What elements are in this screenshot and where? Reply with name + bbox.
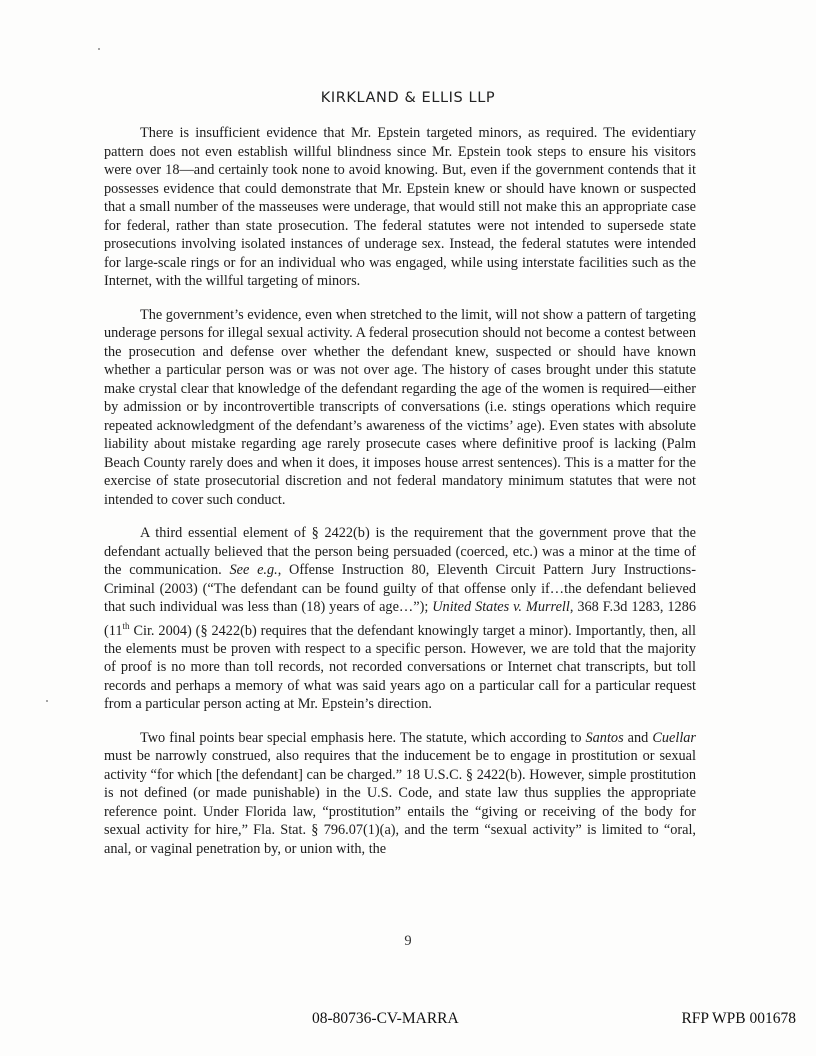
document-body xyxy=(104,124,696,873)
paragraph-4-text: Two final points bear special emphasis here. The statute, which according to xyxy=(140,729,586,746)
scan-speck xyxy=(46,700,48,702)
scan-speck xyxy=(98,48,100,50)
case-citation: United States v. Murrell xyxy=(432,599,570,615)
ordinal-suffix: th xyxy=(122,620,130,631)
paragraph-4-text: and xyxy=(623,729,653,746)
citation-signal: See e.g. xyxy=(229,562,278,578)
case-citation: Santos xyxy=(585,729,624,746)
firm-letterhead: KIRKLAND & ELLIS LLP xyxy=(320,90,496,106)
paragraph-2: The government’s evidence, even when stretched to the limit, will not show a pattern of targeting underage persons for illegal sexual activity. A federal prosecution should not become a contest between the prosecution and defense over whether the defendant knew, suspected or should have known whether a particular person was or was not over age. The history of cases brought under this statute make crystal clear that knowledge of the defendant regarding the age of the women is required—either by admission or by incontrovertible transcripts of conversations (i.e. stings operations which require repeated acknowledgment of the defendant’s awareness of the victims’ age). Even states with absolute liability about mistake regarding age rarely prosecute cases where definitive proof is lacking (Palm Beach County rarely does and when it does, it imposes house arrest sentences). This is a matter for the exercise of state prosecutorial discretion and not federal mandatory minimum statutes that were not intended to cover such conduct. xyxy=(104,306,696,508)
paragraph-4-text: must be narrowly construed, also requires that the inducement be to engage in prostitution or sexual activity “for which [the defendant] can be charged.” 18 U.S.C. § 2422(b). However, simple prostitution is not defined (or made punishable) in the U.S. Code, and state law thus supplies the appropriate reference point. Under Florida law, “prostitution” entails the “giving or receiving of the body for sexual activity for hire,” Fla. Stat. § 796.07(1)(a), and the term “sexual activity” is limited to “oral, anal, or vaginal penetration by, or union with, the xyxy=(104,748,696,857)
paragraph-3-text: A third essential element of § 2422(b) is the requirement that the government prove that the defendant actually believed that the person being persuaded (coerced, etc.) was a minor at the time of the communication. xyxy=(104,525,696,578)
paragraph-3 xyxy=(104,524,696,714)
page-number: 9 xyxy=(404,933,412,949)
paragraph-1: There is insufficient evidence that Mr. Epstein targeted minors, as required. The evidentiary pattern does not even establish willful blindness since Mr. Epstein took steps to ensure his visitors were over 18—and certainly took none to avoid knowing. But, even if the government contends that it possesses evidence that could demonstrate that Mr. Epstein knew or should have known or suspected that a small number of the masseuses were underage, that would still not make this an appropriate case for federal, rather than state prosecution. The federal statutes were not intended to supersede state prosecutions involving isolated instances of underage sex. Instead, the federal statutes were intended for large-scale rings or for an individual who was engaged, while using interstate facilities such as the Internet, with the willful targeting of minors. xyxy=(104,125,696,289)
paragraph-3-text: , 368 F.3d 1283, 1286 (11 xyxy=(104,599,696,639)
paragraph-4 xyxy=(104,729,696,859)
case-number: 08-80736-CV-MARRA xyxy=(312,1010,459,1027)
bates-number: RFP WPB 001678 xyxy=(681,1010,796,1027)
paragraph-3-text: Cir. 2004) (§ 2422(b) requires that the defendant knowingly target a minor). Importantly, then, all the elements must be proven with respect to a specific person. However, we are told that the majority of proof is no more than toll records, not recorded conversations or Internet chat transcripts, but toll records and perhaps a memory of what was said years ago on a particular call for a particular request from a particular person acting at Mr. Epstein’s direction. xyxy=(104,622,696,713)
paragraph-3-text: , Offense Instruction 80, Eleventh Circuit Pattern Jury Instructions-Criminal (2003) (“The defendant can be found guilty of that offense only if…the defendant believed that such individual was less than (18) years of age…”); xyxy=(104,562,696,615)
case-citation: Cuellar xyxy=(652,729,696,746)
